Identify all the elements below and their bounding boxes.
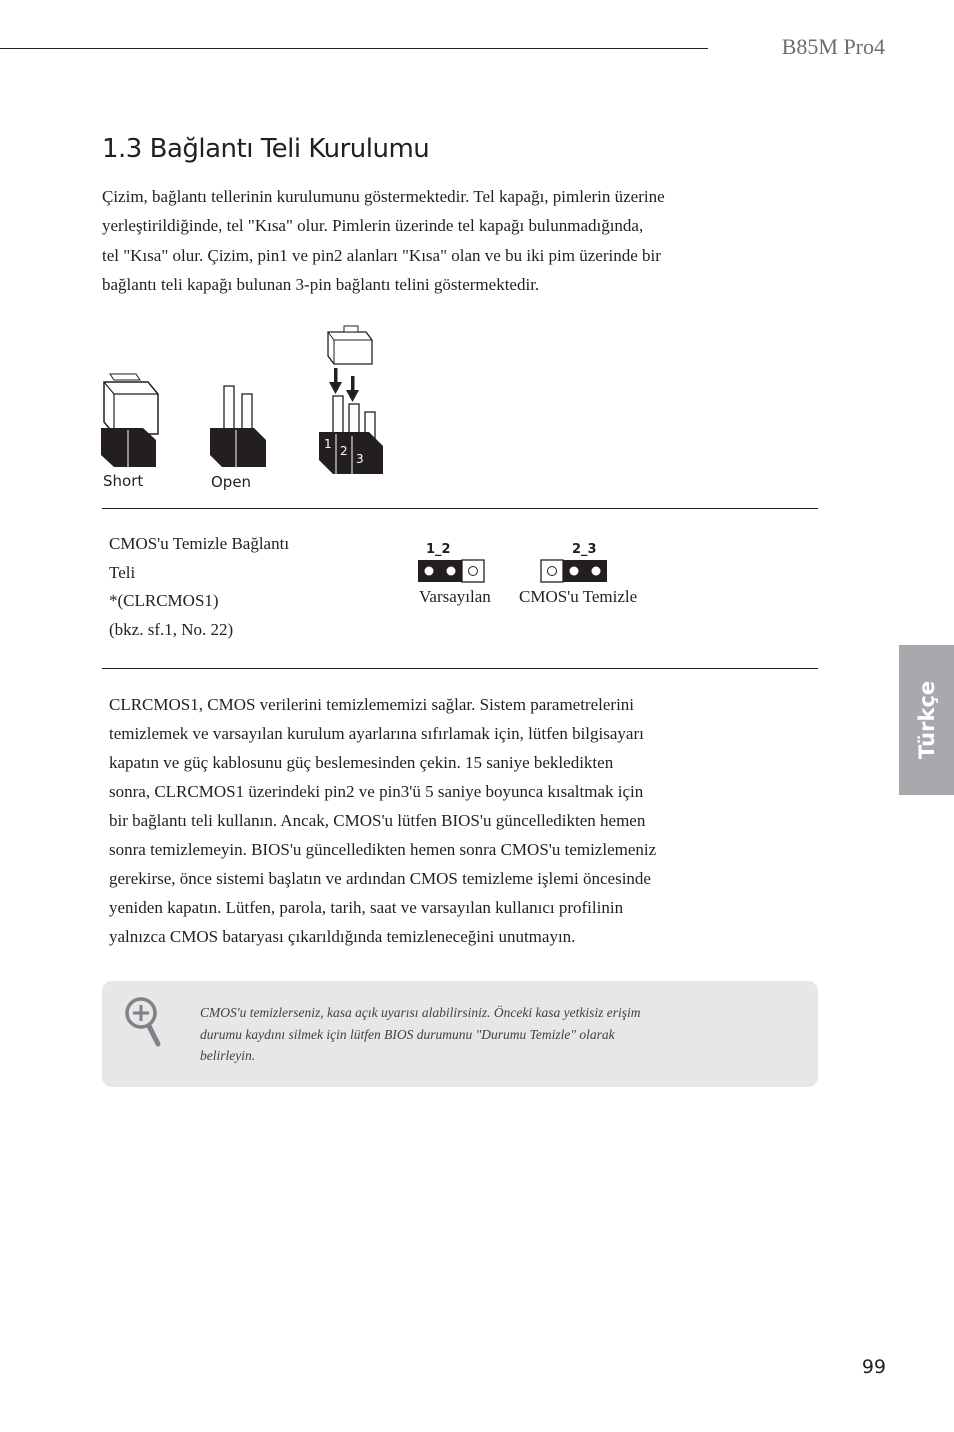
open-label: Open [211, 473, 252, 491]
body-line: CLRCMOS1, CMOS verilerini temizlememizi sağlar. Sistem parametrelerini [109, 695, 635, 714]
table-rule-bottom [102, 668, 818, 669]
open-jumper [210, 386, 266, 467]
intro-line: tel "Kısa" olur. Çizim, pin1 ve pin2 alanları "Kısa" olan ve bu iki pim üzerinde bir [102, 245, 661, 265]
header-rule [0, 48, 708, 49]
pin-number-2: 2 [340, 444, 348, 458]
side-tab-label: Türkçe [914, 680, 939, 760]
note-line: belirleyin. [200, 1048, 256, 1063]
section-title: 1.3 Bağlantı Teli Kurulumu [102, 134, 430, 164]
intro-paragraph [102, 182, 802, 299]
jumper-illustration [96, 322, 396, 497]
note-line: CMOS'u temizlerseniz, kasa açık uyarısı alabilirsiniz. Önceki kasa yetkisiz erişim [200, 1005, 641, 1020]
page-number: 99 [861, 1356, 886, 1378]
three-pin-jumper [319, 326, 383, 474]
cmos-pin-diagram [416, 536, 616, 586]
product-name: B85M Pro4 [781, 34, 885, 59]
language-side-tab [899, 645, 954, 795]
magnifier-plus-icon [122, 995, 166, 1049]
default-pin-header [418, 560, 484, 582]
table-rule-top [102, 508, 818, 509]
note-text [200, 1002, 760, 1067]
body-line: sonra temizlemeyin. BIOS'u güncelledikten hemen sonra CMOS'u temizlemeniz [109, 840, 657, 859]
clear-pin-header [541, 560, 607, 582]
intro-line: bağlantı teli kapağı bulunan 3-pin bağlantı telini göstermektedir. [102, 274, 540, 294]
body-line: gerekirse, önce sistemi başlatın ve ardından CMOS temizleme işlemi öncesinde [109, 869, 651, 888]
short-label: Short [103, 472, 144, 490]
body-paragraph [109, 690, 789, 951]
body-line: yalnızca CMOS bataryası çıkarıldığında temizleneceğini unutmayın. [109, 927, 576, 946]
cmos-label-line: (bkz. sf.1, No. 22) [109, 619, 234, 639]
pin-number-1: 1 [324, 437, 332, 451]
note-line: durumu kaydını silmek için lütfen BIOS durumunu "Durumu Temizle" olarak [200, 1026, 615, 1042]
body-line: kapatın ve güç kablosunu güç beslemesinden çekin. 15 saniye bekledikten [109, 753, 614, 772]
intro-line: yerleştirildiğinde, tel "Kısa" olur. Pimlerin üzerinde tel kapağı bulunmadığında, [102, 216, 644, 236]
body-line: bir bağlantı teli kullanın. Ancak, CMOS'u lütfen BIOS'u güncelledikten hemen [109, 811, 646, 830]
body-line: sonra, CLRCMOS1 üzerindeki pin2 ve pin3'ü 5 saniye boyunca kısaltmak için [109, 782, 644, 801]
default-caption: Varsayılan [419, 587, 491, 606]
cmos-label-line: Teli [109, 562, 136, 582]
short-jumper [101, 374, 158, 467]
body-line: temizlemek ve varsayılan kurulum ayarlarına sıfırlamak için, lütfen bilgisayarı [109, 724, 644, 743]
clear-caption: CMOS'u Temizle [519, 587, 638, 606]
cmos-label-line: *(CLRCMOS1) [109, 591, 219, 611]
pin-number-3: 3 [356, 452, 364, 466]
default-pins-label: 1_2 [426, 542, 451, 557]
clear-pins-label: 2_3 [572, 542, 597, 557]
intro-line: Çizim, bağlantı tellerinin kurulumunu göstermektedir. Tel kapağı, pimlerin üzerine [102, 187, 665, 206]
cmos-label-line: CMOS'u Temizle Bağlantı [109, 534, 290, 553]
body-line: yeniden kapatın. Lütfen, parola, tarih, saat ve varsayılan kullanıcı profilinin [109, 898, 624, 917]
cmos-jumper-label [109, 530, 289, 644]
